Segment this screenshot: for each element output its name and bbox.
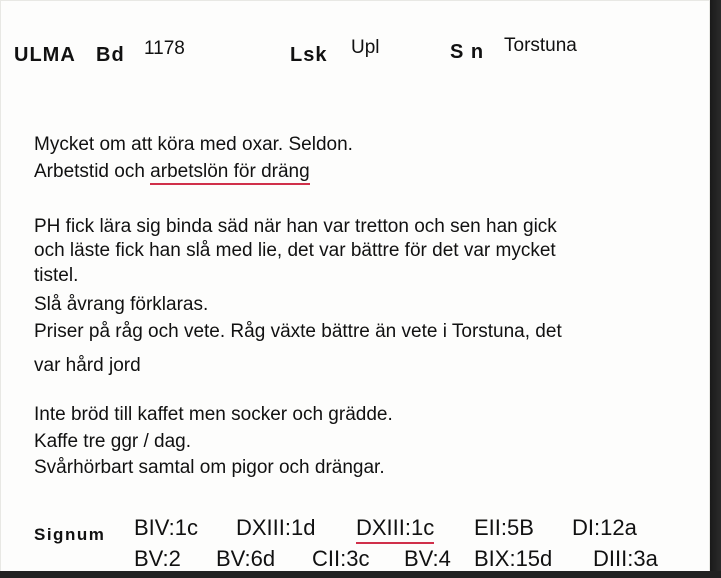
text-line-4: och läste fick han slå med lie, det var bättre för det var mycket (34, 240, 556, 261)
signum-code: BIV:1c (134, 515, 198, 540)
signum-code: BV:2 (134, 546, 181, 571)
signum-code: DXIII:1d (236, 515, 316, 540)
signum-code: BV:4 (404, 546, 451, 571)
text-line-2-start: Arbetstid och (34, 161, 151, 182)
signum-code: EII:5B (474, 515, 534, 540)
lsk-value: Upl (351, 37, 380, 58)
sn-value: Torstuna (504, 35, 577, 56)
archive-label: ULMA (14, 44, 76, 66)
text-line-9: Inte bröd till kaffet men socker och grädde. (34, 404, 393, 425)
text-line-10: Kaffe tre ggr / dag. (34, 431, 192, 452)
text-line-8: var hård jord (34, 355, 141, 376)
signum-label: Signum (34, 525, 106, 544)
text-line-6: Slå åvrang förklaras. (34, 294, 209, 315)
bd-value: 1178 (144, 38, 185, 59)
signum-code: BIX:15d (474, 546, 553, 571)
signum-code-underlined: DXIII:1c (356, 515, 434, 544)
scan-edge-bottom (0, 571, 721, 578)
underlined-phrase: arbetslön för dräng (150, 161, 310, 185)
text-line-5: tistel. (34, 265, 79, 286)
text-line-2 (34, 161, 310, 183)
sn-label: S n (450, 41, 485, 63)
text-line-11: Svårhörbart samtal om pigor och drängar. (34, 457, 385, 478)
text-line-3: PH fick lära sig binda säd när han var tretton och sen han gick (34, 216, 557, 237)
signum-code: CII:3c (312, 546, 370, 571)
lsk-label: Lsk (290, 44, 328, 66)
scan-edge-right (710, 0, 721, 578)
signum-code: BV:6d (216, 546, 276, 571)
text-line-7: Priser på råg och vete. Råg växte bättre än vete i Torstuna, det (34, 321, 562, 342)
signum-code: DIII:3a (593, 546, 658, 571)
signum-code: DI:12a (572, 515, 637, 540)
bd-label: Bd (96, 44, 125, 66)
text-line-1: Mycket om att köra med oxar. Seldon. (34, 134, 353, 155)
